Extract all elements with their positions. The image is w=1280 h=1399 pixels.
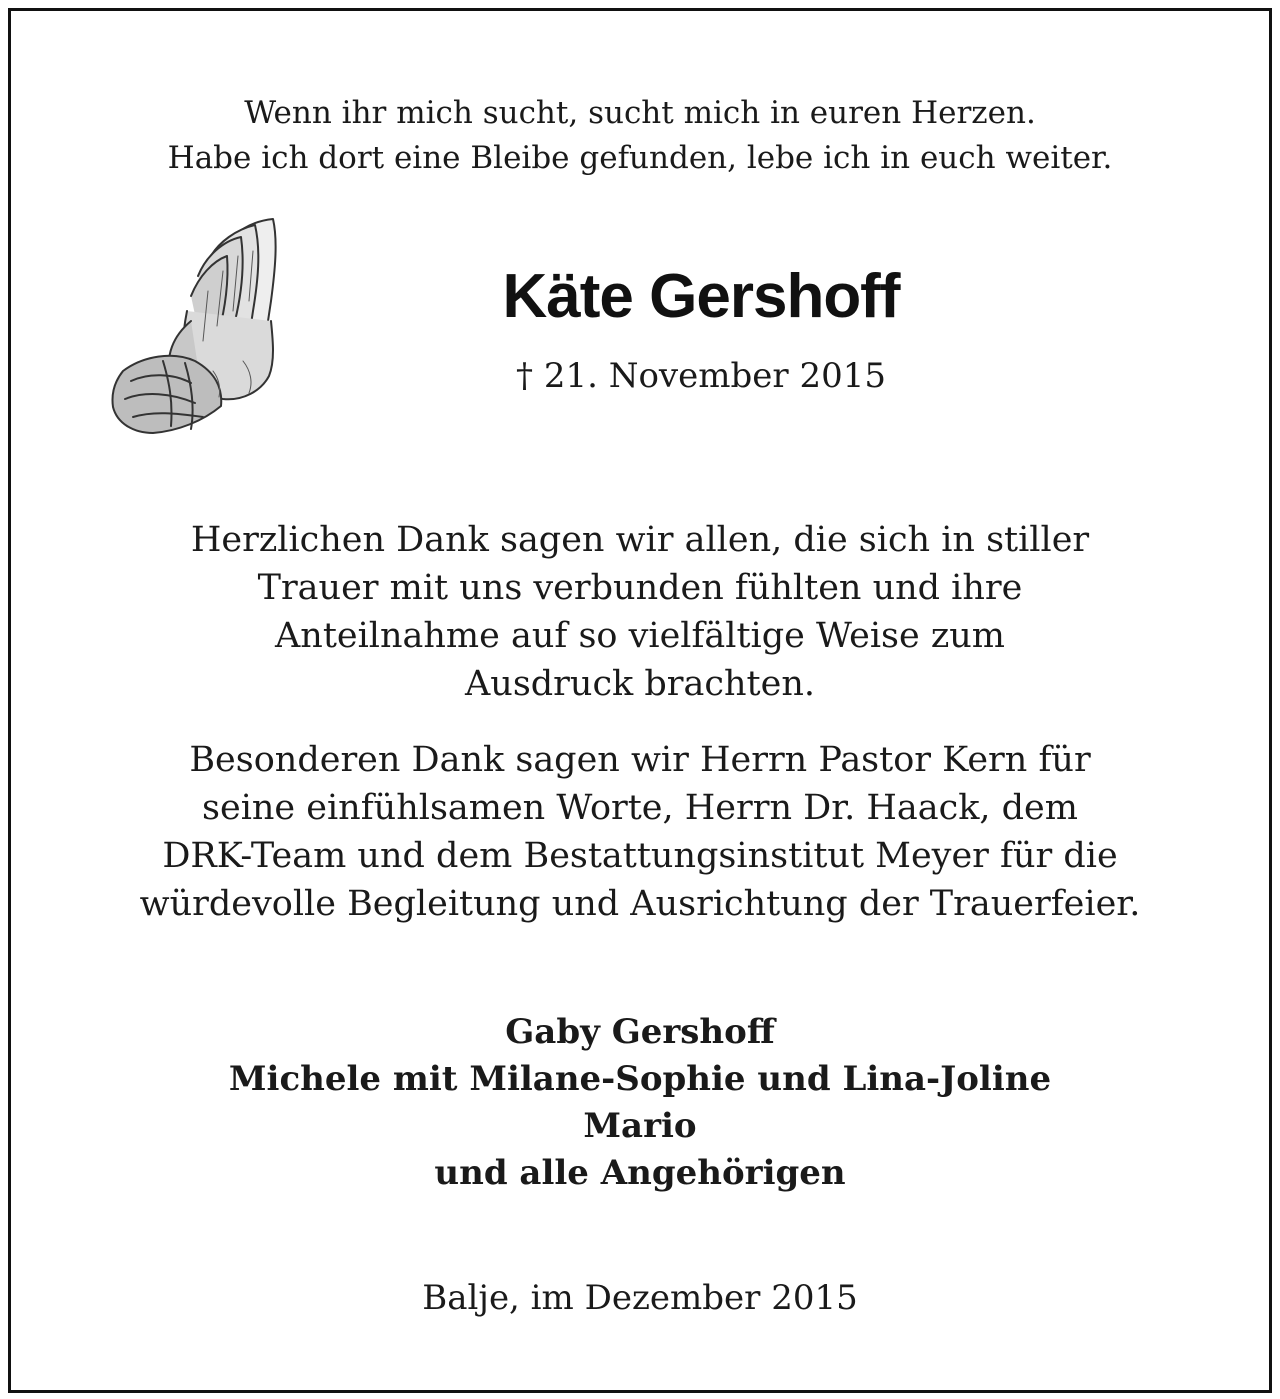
praying-hands-icon <box>103 211 313 451</box>
signer: Mario <box>583 1106 697 1146</box>
text-line: würdevolle Begleitung und Ausrichtung der Trauerfeier. <box>139 884 1141 924</box>
special-thanks-paragraph <box>11 736 1269 928</box>
text-line: DRK-Team und dem Bestattungsinstitut Meyer für die <box>162 836 1118 876</box>
place-and-date: Balje, im Dezember 2015 <box>422 1278 858 1318</box>
text-line: Herzlichen Dank sagen wir allen, die sich in stiller <box>190 520 1090 560</box>
obituary-notice <box>8 8 1272 1393</box>
motto-line: Habe ich dort eine Bleibe gefunden, lebe ich in euch weiter. <box>167 140 1113 176</box>
deceased-name: Käte Gershoff <box>502 262 900 331</box>
text-line: Trauer mit uns verbunden fühlten und ihre <box>257 568 1023 608</box>
text-line: seine einfühlsamen Worte, Herrn Dr. Haack, dem <box>202 788 1078 828</box>
death-date: † 21. November 2015 <box>516 356 886 396</box>
signer: Gaby Gershoff <box>505 1012 775 1052</box>
text-line: Anteilnahme auf so vielfältige Weise zum <box>275 616 1005 656</box>
text-line: Ausdruck brachten. <box>465 664 815 704</box>
motto-line: Wenn ihr mich sucht, sucht mich in euren Herzen. <box>244 95 1036 131</box>
signer: Michele mit Milane-Sophie und Lina-Joline <box>228 1059 1052 1099</box>
thanks-paragraph <box>11 516 1269 708</box>
signer: und alle Angehörigen <box>434 1153 846 1193</box>
text-line: Besonderen Dank sagen wir Herrn Pastor Kern für <box>189 740 1091 780</box>
motto-verse <box>11 91 1269 181</box>
signers-list <box>11 1009 1269 1197</box>
